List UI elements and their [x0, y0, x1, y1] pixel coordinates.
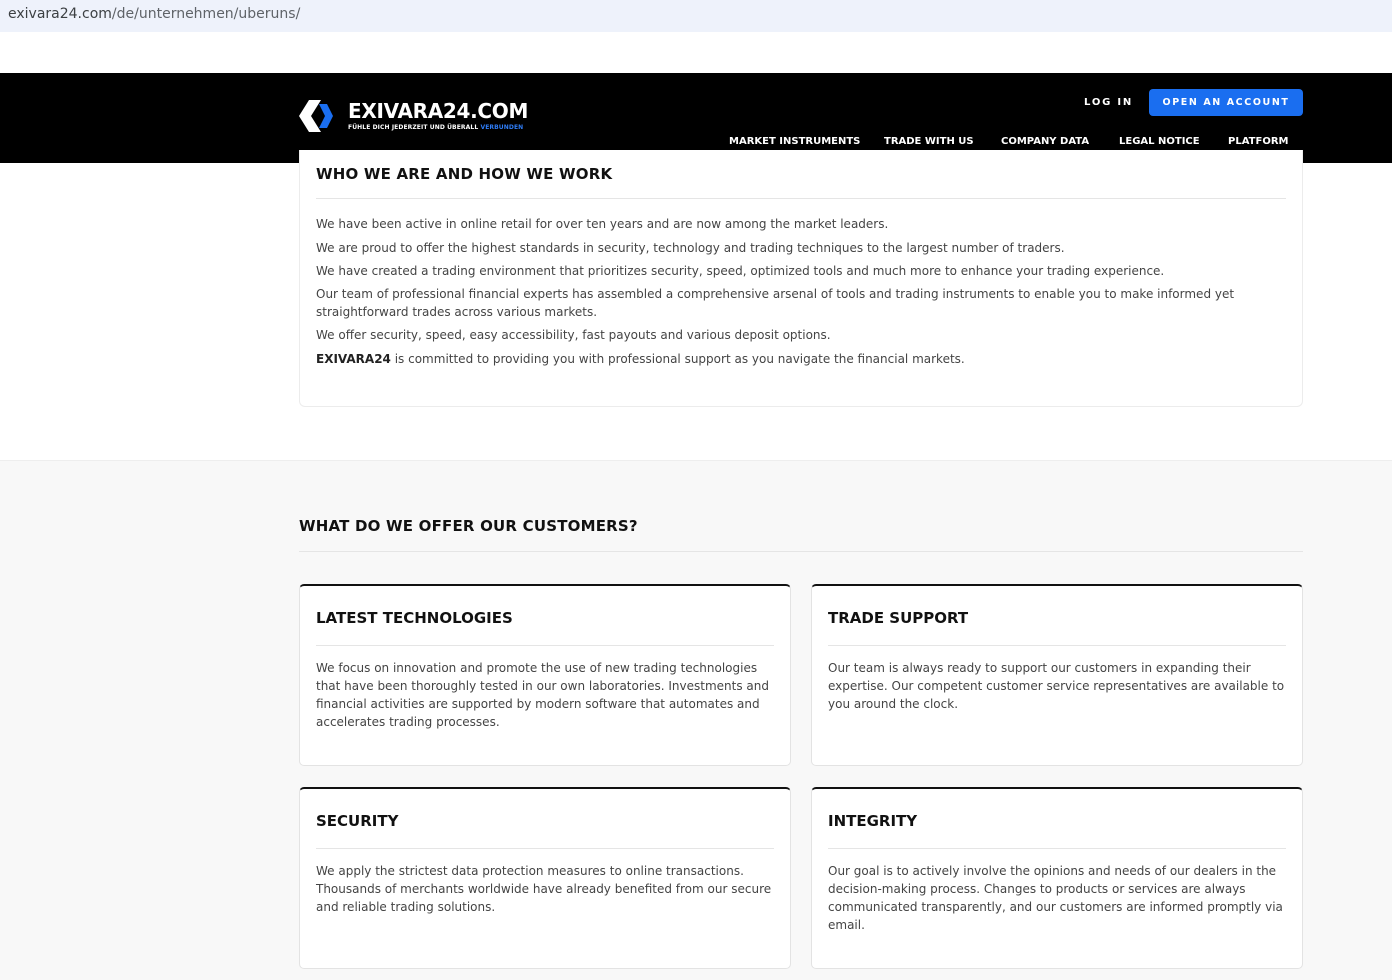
- feature-text: We focus on innovation and promote the use of new trading technologies that have been thoroughly tested in our own laboratories. Investments and financial activities are supported by modern software that automates and accelerates trading processes.: [316, 661, 769, 729]
- feature-card-security: [299, 787, 791, 969]
- feature-divider: [316, 645, 774, 646]
- nav-platform[interactable]: PLATFORM: [1228, 136, 1289, 147]
- logo-mark-icon: [299, 98, 339, 134]
- browser-url-bar[interactable]: [0, 0, 1392, 32]
- feature-card-trade-support: [811, 584, 1303, 766]
- nav-company-data[interactable]: COMPANY DATA: [1001, 136, 1090, 147]
- nav-legal-notice[interactable]: LEGAL NOTICE: [1119, 136, 1200, 147]
- site-logo[interactable]: [299, 98, 549, 138]
- who-we-are-title: WHO WE ARE AND HOW WE WORK: [316, 165, 613, 183]
- who-paragraph: Our team of professional financial experts has assembled a comprehensive arsenal of tools and trading instruments to enable you to make informed yet straightforward trades across various markets.: [316, 287, 1235, 319]
- open-account-button[interactable]: OPEN AN ACCOUNT: [1149, 89, 1303, 116]
- who-divider: [316, 198, 1286, 199]
- feature-divider: [828, 848, 1286, 849]
- who-paragraph: We are proud to offer the highest standards in security, technology and trading techniques to the largest number of traders.: [316, 241, 1065, 255]
- url-text[interactable]: exivara24.com/de/unternehmen/uberuns/: [8, 6, 301, 22]
- feature-text: Our team is always ready to support our customers in expanding their expertise. Our competent customer service representatives are available to you around the clock.: [828, 661, 1285, 711]
- feature-text: Our goal is to actively involve the opinions and needs of our dealers in the decision-making process. Changes to products or services are always communicated transparently, and our customers are informed promptly via email.: [828, 864, 1283, 932]
- who-paragraph: We offer security, speed, easy accessibility, fast payouts and various deposit options.: [316, 328, 831, 342]
- offer-divider: [299, 551, 1303, 552]
- offer-title: WHAT DO WE OFFER OUR CUSTOMERS?: [299, 517, 638, 535]
- nav-trade-with-us[interactable]: TRADE WITH US: [884, 136, 974, 147]
- feature-title: SECURITY: [316, 812, 399, 830]
- feature-text: We apply the strictest data protection measures to online transactions. Thousands of merchants worldwide have already benefited from our secure and reliable trading solutions.: [316, 864, 772, 914]
- feature-card-technologies: [299, 584, 791, 766]
- feature-divider: [828, 645, 1286, 646]
- nav-market-instruments[interactable]: MARKET INSTRUMENTS: [729, 136, 861, 147]
- login-link[interactable]: LOG IN: [1084, 97, 1134, 108]
- feature-card-integrity: [811, 787, 1303, 969]
- feature-title: LATEST TECHNOLOGIES: [316, 609, 513, 627]
- brand-tagline: FÜHLE DICH JEDERZEIT UND ÜBERALL VERBUNDEN: [348, 124, 524, 131]
- brand-name: EXIVARA24.COM: [348, 99, 529, 123]
- feature-title: TRADE SUPPORT: [828, 609, 969, 627]
- feature-divider: [316, 848, 774, 849]
- feature-title: INTEGRITY: [828, 812, 918, 830]
- who-paragraph-last: EXIVARA24 is committed to providing you with professional support as you navigate the financial markets.: [316, 352, 965, 366]
- who-paragraph: We have been active in online retail for over ten years and are now among the market leaders.: [316, 217, 889, 231]
- who-paragraph: We have created a trading environment that prioritizes security, speed, optimized tools and much more to enhance your trading experience.: [316, 264, 1165, 278]
